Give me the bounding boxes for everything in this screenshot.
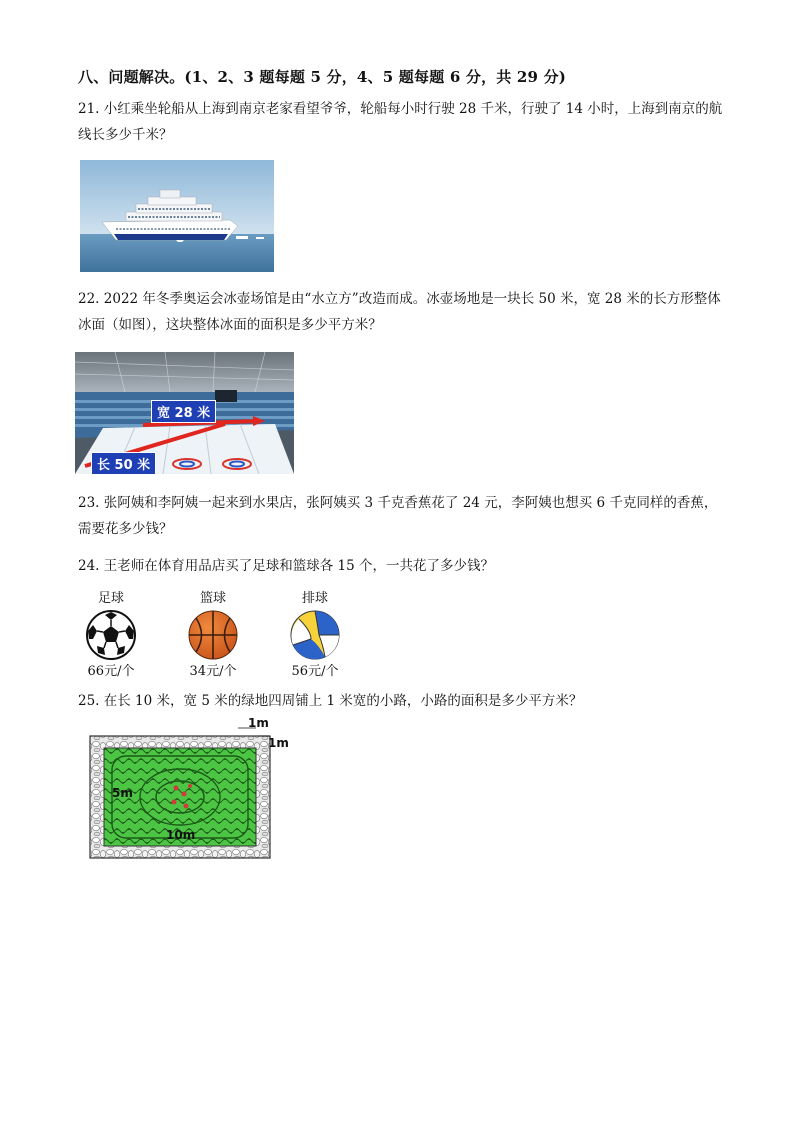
volleyball-icon xyxy=(289,609,341,661)
ball-price: 56元/个 xyxy=(291,664,339,679)
lawn-length-label: 10m xyxy=(166,828,196,842)
volleyball-item xyxy=(280,589,350,681)
rink-length-label: 长 50 米 xyxy=(91,452,156,474)
lawn-right-label: 1m xyxy=(268,736,289,750)
lawn-with-path-image xyxy=(78,716,290,860)
lawn-width-label: 5m xyxy=(112,786,133,800)
cruise-ship-image xyxy=(80,160,274,272)
ball-name: 篮球 xyxy=(199,591,226,606)
ball-price: 66元/个 xyxy=(87,664,135,679)
ball-price: 34元/个 xyxy=(189,664,237,679)
section-title: 八、问题解决。(1、2、3 题每题 5 分，4、5 题每题 6 分，共 29 分) xyxy=(78,68,567,86)
basketball-item xyxy=(178,589,248,681)
question-25: 25. 在长 10 米，宽 5 米的绿地四周铺上 1 米宽的小路，小路的面积是多少平方米？ xyxy=(78,693,583,709)
lawn-top-label: 1m xyxy=(248,716,269,730)
basketball-icon xyxy=(187,609,239,661)
question-24: 24. 王老师在体育用品店买了足球和篮球各 15 个，一共花了多少钱？ xyxy=(78,558,495,574)
ball-name: 足球 xyxy=(97,591,124,606)
rink-width-label: 宽 28 米 xyxy=(151,400,216,423)
question-21: 21. 小红乘坐轮船从上海到南京老家看望爷爷，轮船每小时行驶 28 千米，行驶了 14 小时，上海到南京的航线长多少千米？ xyxy=(78,101,723,143)
soccer-ball-item xyxy=(76,589,146,681)
soccer-ball-icon xyxy=(85,609,137,661)
question-22: 22. 2022 年冬季奥运会冰壶场馆是由“水立方”改造而成。冰壶场地是一块长 50 米，宽 28 米的长方形整体冰面（如图），这块整体冰面的面积是多少平方米？ xyxy=(78,291,721,333)
question-23: 23. 张阿姨和李阿姨一起来到水果店，张阿姨买 3 千克香蕉花了 24 元，李阿姨也想买 6 千克同样的香蕉，需要花多少钱？ xyxy=(78,495,718,537)
ball-name: 排球 xyxy=(301,591,328,606)
curling-rink-image xyxy=(75,352,294,474)
